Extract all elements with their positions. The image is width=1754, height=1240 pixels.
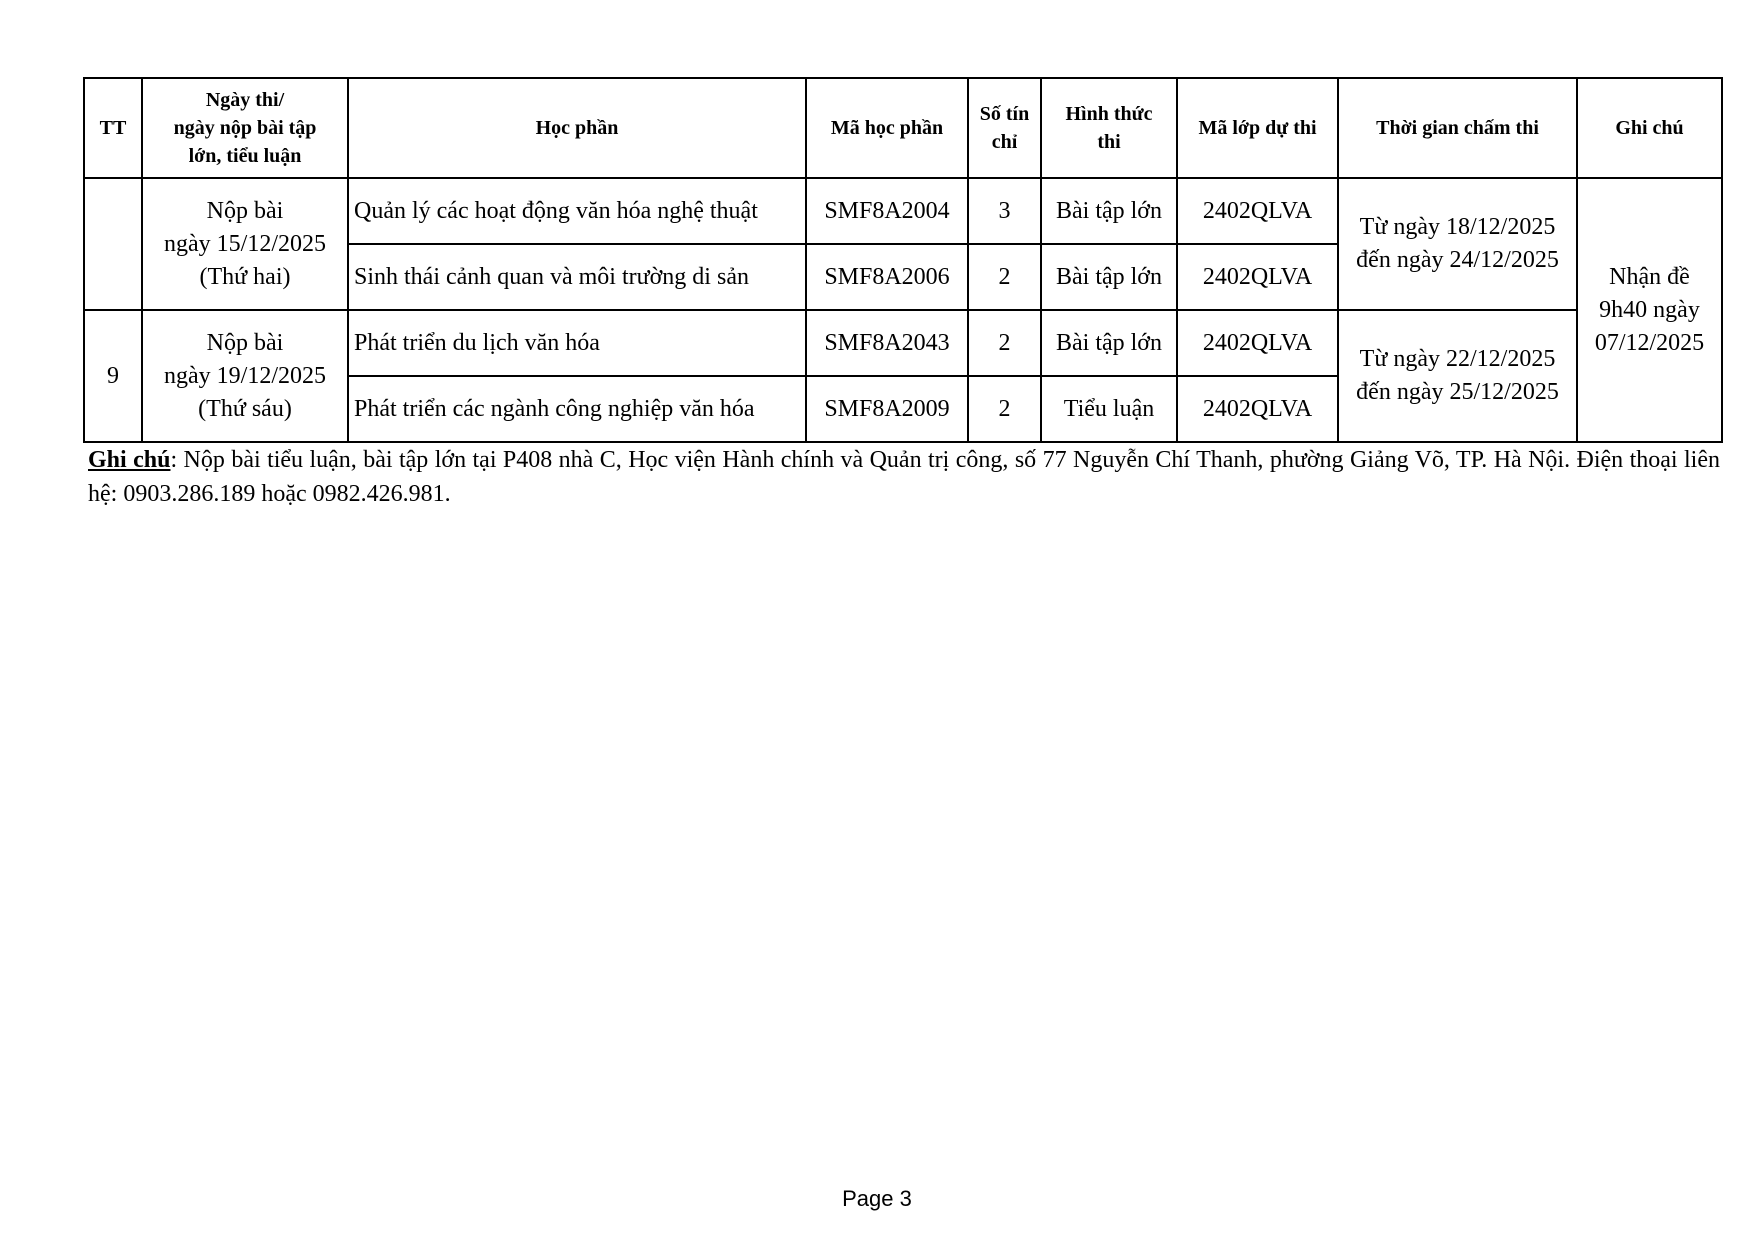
- class-code: 2402QLVA: [1177, 244, 1338, 310]
- header-class-code: Mã lớp dự thi: [1177, 78, 1338, 178]
- footnote-label: Ghi chú: [88, 447, 171, 473]
- header-course: Học phần: [348, 78, 806, 178]
- grading-line1: Từ ngày 18/12/2025: [1359, 214, 1556, 240]
- course-code: SMF8A2004: [806, 178, 968, 244]
- exam-schedule-table: [83, 77, 1723, 443]
- notes-line3: 07/12/2025: [1594, 329, 1705, 356]
- header-date-line2: ngày nộp bài tập: [173, 117, 317, 139]
- course-credits: 3: [968, 178, 1041, 244]
- date-line1: Nộp bài: [206, 197, 284, 224]
- date-line3: (Thứ sáu): [198, 395, 292, 422]
- footnote-text: : Nộp bài tiểu luận, bài tập lớn tại P408 nhà C, Học viện Hành chính và Quản trị công, số 77 Nguyễn Chí Thanh, phường Giảng Võ, TP. Hà Nội. Điện thoại liên hệ: 0903.286.189 hoặc 0982.426.981.: [88, 447, 1721, 507]
- header-credits-line1: Số tín: [979, 103, 1030, 125]
- course-credits: 2: [968, 244, 1041, 310]
- course-credits: 2: [968, 310, 1041, 376]
- header-notes: Ghi chú: [1577, 78, 1722, 178]
- class-code: 2402QLVA: [1177, 178, 1338, 244]
- notes-line2: 9h40 ngày: [1599, 296, 1700, 323]
- header-date-line3: lớn, tiểu luận: [188, 145, 302, 167]
- date-line3: (Thứ hai): [199, 263, 291, 290]
- course-code: SMF8A2009: [806, 376, 968, 442]
- row-tt: 9: [84, 310, 142, 442]
- header-format: [1041, 78, 1177, 178]
- grading-period: [1338, 310, 1577, 442]
- header-format-line1: Hình thức: [1065, 103, 1153, 125]
- page-number: Page 3: [842, 1186, 912, 1211]
- grading-line2: đến ngày 24/12/2025: [1356, 247, 1559, 273]
- table-header-row: [84, 78, 1722, 178]
- grading-line2: đến ngày 25/12/2025: [1356, 379, 1559, 405]
- header-credits: [968, 78, 1041, 178]
- date-line1: Nộp bài: [206, 329, 284, 356]
- exam-format: Bài tập lớn: [1041, 310, 1177, 376]
- table-row: [84, 178, 1722, 244]
- exam-format: Tiểu luận: [1041, 376, 1177, 442]
- footnote: [88, 443, 1720, 511]
- exam-format: Bài tập lớn: [1041, 178, 1177, 244]
- row-tt: [84, 178, 142, 310]
- course-name: Sinh thái cảnh quan và môi trường di sản: [348, 244, 806, 310]
- header-credits-line2: chỉ: [991, 131, 1018, 153]
- course-name: Phát triển du lịch văn hóa: [348, 310, 806, 376]
- course-name: Quản lý các hoạt động văn hóa nghệ thuật: [348, 178, 806, 244]
- date-line2: ngày 19/12/2025: [164, 362, 326, 389]
- grading-period: [1338, 178, 1577, 310]
- course-name: Phát triển các ngành công nghiệp văn hóa: [348, 376, 806, 442]
- course-code: SMF8A2043: [806, 310, 968, 376]
- exam-format: Bài tập lớn: [1041, 244, 1177, 310]
- grading-line1: Từ ngày 22/12/2025: [1359, 346, 1556, 372]
- header-date-line1: Ngày thi/: [205, 89, 285, 111]
- class-code: 2402QLVA: [1177, 310, 1338, 376]
- header-format-line2: thi: [1097, 131, 1121, 153]
- class-code: 2402QLVA: [1177, 376, 1338, 442]
- header-course-code: Mã học phần: [806, 78, 968, 178]
- header-tt: TT: [84, 78, 142, 178]
- notes-line1: Nhận đề: [1609, 263, 1690, 290]
- date-line2: ngày 15/12/2025: [164, 230, 326, 257]
- course-credits: 2: [968, 376, 1041, 442]
- header-date: [142, 78, 348, 178]
- notes-cell: [1577, 178, 1722, 442]
- header-grading: Thời gian chấm thi: [1338, 78, 1577, 178]
- row-date: [142, 178, 348, 310]
- table-row: [84, 310, 1722, 376]
- row-date: [142, 310, 348, 442]
- course-code: SMF8A2006: [806, 244, 968, 310]
